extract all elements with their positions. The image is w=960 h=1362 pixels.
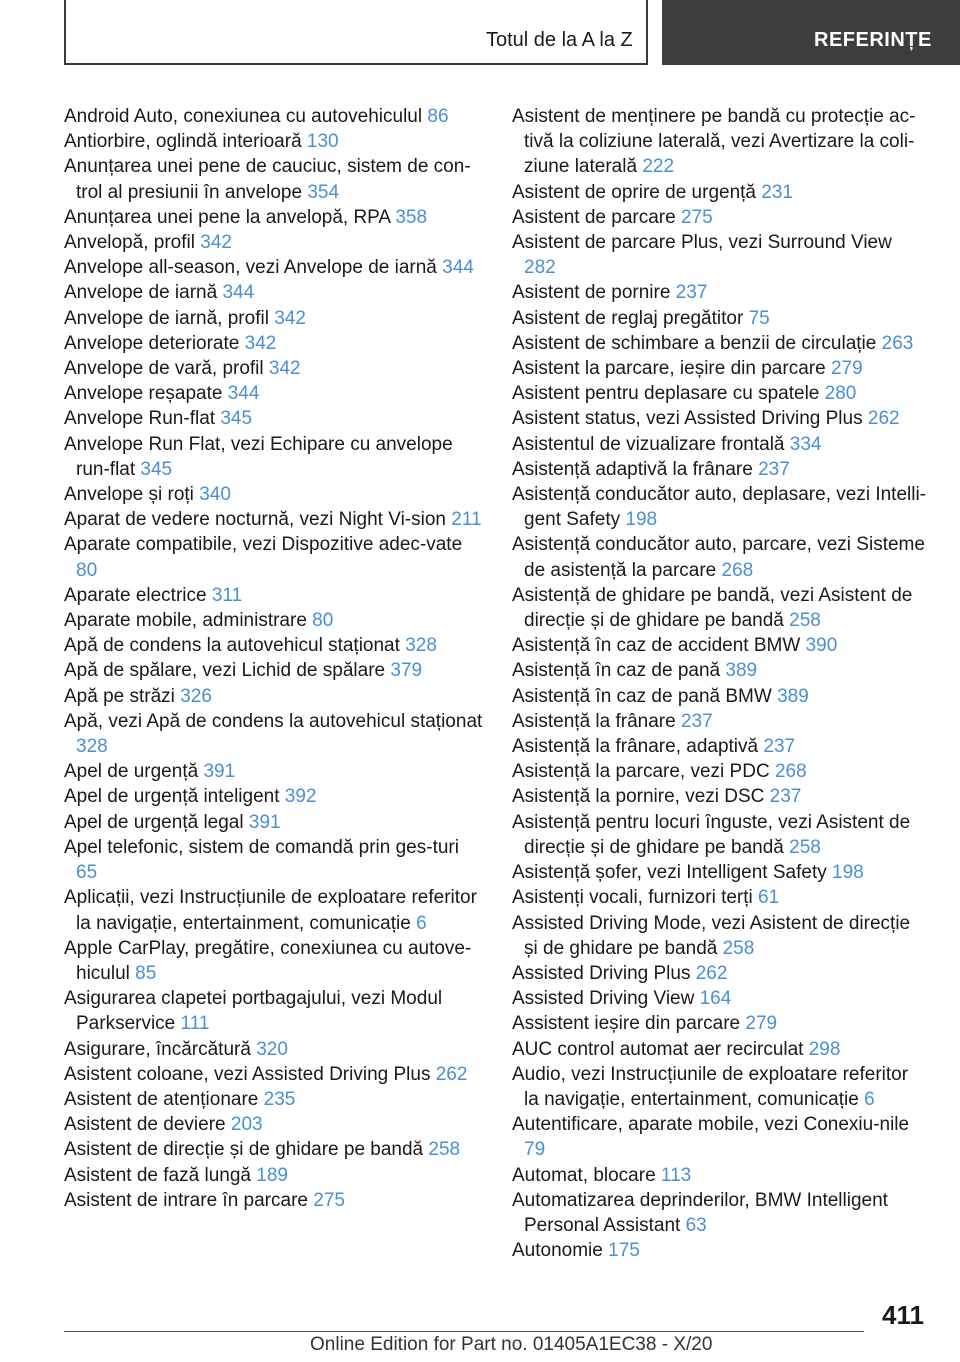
index-entry bbox=[512, 784, 928, 809]
page-link[interactable]: 211 bbox=[451, 509, 482, 531]
page-link[interactable]: 342 bbox=[274, 307, 306, 329]
page-link[interactable]: 391 bbox=[203, 761, 236, 783]
page-link[interactable]: 320 bbox=[256, 1038, 288, 1060]
index-entry bbox=[64, 280, 484, 305]
index-entry bbox=[64, 759, 484, 784]
entry-text: Apel de urgență bbox=[64, 761, 199, 783]
entry-text: Asistent de deviere bbox=[64, 1114, 226, 1136]
page-link[interactable]: 175 bbox=[608, 1240, 640, 1262]
index-entry bbox=[64, 129, 484, 154]
entry-text: Aparat de vedere nocturnă, vezi Night Vi-sion bbox=[64, 509, 446, 531]
page-link[interactable]: 262 bbox=[867, 408, 900, 430]
entry-text: Autonomie bbox=[512, 1240, 603, 1262]
page-number: 411 bbox=[882, 1300, 924, 1330]
entry-text: Apă, vezi Apă de condens la autovehicul staționat bbox=[64, 710, 483, 732]
index-entry bbox=[64, 432, 484, 482]
page-link[interactable]: 262 bbox=[695, 962, 728, 984]
entry-text: Asistent pentru deplasare cu spatele bbox=[512, 383, 820, 405]
index-entry bbox=[512, 1037, 928, 1062]
index-entry bbox=[64, 1137, 484, 1162]
page-link[interactable]: 130 bbox=[306, 131, 339, 153]
entry-text: Anvelope reșapate bbox=[64, 383, 223, 405]
index-entry bbox=[512, 658, 928, 683]
header-title: Totul de la A la Z bbox=[486, 29, 633, 51]
page-link[interactable]: 258 bbox=[428, 1139, 461, 1161]
entry-text: Asistență șofer, vezi Intelligent Safety bbox=[512, 862, 827, 884]
index-entry bbox=[64, 835, 484, 885]
entry-text: Asistent de oprire de urgență bbox=[512, 181, 756, 203]
index-entry bbox=[64, 1163, 484, 1188]
entry-text: Anvelope de iarnă, profil bbox=[64, 307, 269, 329]
page-link[interactable]: 237 bbox=[758, 458, 790, 480]
page-link[interactable]: 75 bbox=[748, 307, 770, 329]
index-entry bbox=[512, 331, 928, 356]
page-link[interactable]: 198 bbox=[625, 509, 658, 531]
index-entry bbox=[64, 810, 484, 835]
entry-text: Asistență în caz de accident BMW bbox=[512, 635, 801, 657]
entry-text: Anunțarea unei pene de cauciuc, sistem de con-trol al presiunii în anvelope bbox=[64, 156, 471, 203]
page-link[interactable]: 6 bbox=[864, 1088, 875, 1110]
index-entry bbox=[512, 810, 928, 860]
page-link[interactable]: 237 bbox=[675, 282, 708, 304]
entry-text: Asistență adaptivă la frânare bbox=[512, 458, 753, 480]
index-entry bbox=[512, 583, 928, 633]
page-link[interactable]: 113 bbox=[660, 1164, 692, 1186]
index-entry bbox=[512, 406, 928, 431]
page-link[interactable]: 86 bbox=[427, 106, 449, 127]
index-entry bbox=[64, 331, 484, 356]
entry-text: Asistență la frânare bbox=[512, 710, 676, 732]
page-link[interactable]: 298 bbox=[808, 1038, 841, 1060]
page-link[interactable]: 326 bbox=[180, 685, 212, 707]
page-link[interactable]: 342 bbox=[200, 232, 232, 254]
page-link[interactable]: 85 bbox=[135, 962, 157, 984]
entry-text: Apple CarPlay, pregătire, conexiunea cu autove-hiculul bbox=[64, 937, 472, 984]
entry-text: Aplicații, vezi Instrucțiunile de exploatare referitor la navigație, entertainment, comunicație bbox=[64, 887, 477, 934]
index-entry bbox=[512, 1238, 928, 1263]
entry-text: Asigurare, încărcătură bbox=[64, 1038, 251, 1060]
entry-text: Asistență la frânare, adaptivă bbox=[512, 736, 759, 758]
index-entry bbox=[512, 381, 928, 406]
index-entry bbox=[512, 180, 928, 205]
entry-text: Audio, vezi Instrucțiunile de exploatare referitor la navigație, entertainment, comunicație bbox=[512, 1063, 909, 1110]
index-entry bbox=[512, 306, 928, 331]
page-link[interactable]: 79 bbox=[524, 1139, 546, 1161]
entry-text: Asistent de parcare Plus, vezi Surround View bbox=[512, 232, 892, 254]
index-entry bbox=[512, 1011, 928, 1036]
index-entry bbox=[64, 1188, 484, 1213]
page-link[interactable]: 222 bbox=[642, 156, 675, 178]
index-entry bbox=[512, 457, 928, 482]
page-link[interactable]: 391 bbox=[248, 811, 281, 833]
index-entry bbox=[512, 986, 928, 1011]
header-underline bbox=[64, 63, 648, 65]
index-column-right bbox=[512, 104, 928, 1263]
entry-text: Asistență la pornire, vezi DSC bbox=[512, 786, 765, 808]
index-entry bbox=[64, 532, 484, 582]
entry-text: AUC control automat aer recirculat bbox=[512, 1038, 804, 1060]
index-entry bbox=[64, 784, 484, 809]
index-entry bbox=[64, 356, 484, 381]
page-link[interactable]: 275 bbox=[313, 1189, 345, 1211]
page-link[interactable]: 164 bbox=[699, 988, 732, 1010]
index-entry bbox=[512, 432, 928, 457]
entry-text: Assisted Driving Plus bbox=[512, 962, 691, 984]
page-link[interactable]: 80 bbox=[76, 559, 98, 581]
entry-text: Asistent de pornire bbox=[512, 282, 671, 304]
index-entry bbox=[512, 1112, 928, 1162]
entry-text: Anvelopă, profil bbox=[64, 232, 195, 254]
index-entry bbox=[512, 885, 928, 910]
page-link[interactable]: 237 bbox=[763, 736, 796, 758]
page-link[interactable]: 258 bbox=[789, 836, 821, 858]
index-entry bbox=[64, 205, 484, 230]
page-link[interactable]: 268 bbox=[774, 761, 807, 783]
page-link[interactable]: 390 bbox=[805, 635, 838, 657]
index-entry bbox=[512, 860, 928, 885]
entry-text: Aparate compatibile, vezi Dispozitive adec-vate bbox=[64, 534, 463, 556]
entry-text: Anvelope de iarnă bbox=[64, 282, 218, 304]
entry-text: Asistent de reglaj pregătitor bbox=[512, 307, 744, 329]
page-link[interactable]: 328 bbox=[405, 635, 437, 657]
entry-text: Apel de urgență inteligent bbox=[64, 786, 280, 808]
page-link[interactable]: 231 bbox=[761, 181, 793, 203]
page-link[interactable]: 389 bbox=[725, 660, 758, 682]
page-link[interactable]: 111 bbox=[180, 1013, 210, 1035]
page-link[interactable]: 328 bbox=[76, 736, 108, 758]
index-column-left bbox=[64, 104, 484, 1213]
index-entry bbox=[512, 1188, 928, 1238]
entry-text: Asistent de direcție și de ghidare pe bandă bbox=[64, 1139, 424, 1161]
page-link[interactable]: 344 bbox=[442, 257, 474, 279]
index-entry bbox=[512, 911, 928, 961]
index-entry bbox=[512, 230, 928, 280]
entry-text: Asistent de atenționare bbox=[64, 1088, 259, 1110]
entry-text: Automatizarea deprinderilor, BMW Intelligent Personal Assistant bbox=[512, 1189, 888, 1236]
page-link[interactable]: 279 bbox=[830, 358, 863, 380]
index-entry bbox=[64, 230, 484, 255]
entry-text: Asistent de intrare în parcare bbox=[64, 1189, 308, 1211]
index-entry bbox=[512, 205, 928, 230]
page-link[interactable]: 237 bbox=[680, 710, 713, 732]
page-link[interactable]: 340 bbox=[199, 484, 231, 506]
index-entry bbox=[512, 1163, 928, 1188]
entry-text: Autentificare, aparate mobile, vezi Conexiu-nile bbox=[512, 1114, 910, 1136]
page-link[interactable]: 235 bbox=[263, 1088, 296, 1110]
header-right-border bbox=[646, 0, 648, 65]
page-link[interactable]: 344 bbox=[227, 383, 260, 405]
index-entry bbox=[512, 633, 928, 658]
entry-text: Apel de urgență legal bbox=[64, 811, 244, 833]
index-entry bbox=[512, 759, 928, 784]
entry-text: Anvelope all-season, vezi Anvelope de iarnă bbox=[64, 257, 437, 279]
index-entry bbox=[64, 583, 484, 608]
entry-text: Asistent la parcare, ieșire din parcare bbox=[512, 358, 826, 380]
entry-text: Antiorbire, oglindă interioară bbox=[64, 131, 302, 153]
footer-divider bbox=[64, 1331, 864, 1332]
entry-text: Apel telefonic, sistem de comandă prin ges-turi bbox=[64, 836, 459, 858]
entry-text: Anunțarea unei pene la anvelopă, RPA bbox=[64, 206, 391, 228]
page-link[interactable]: 311 bbox=[211, 584, 243, 606]
entry-text: Anvelope deteriorate bbox=[64, 332, 240, 354]
index-entry bbox=[512, 709, 928, 734]
page-link[interactable]: 342 bbox=[244, 332, 277, 354]
entry-text: Asistență în caz de pană BMW bbox=[512, 685, 772, 707]
entry-text: Apă de condens la autovehicul staționat bbox=[64, 635, 400, 657]
index-entry bbox=[64, 1037, 484, 1062]
entry-text: Apă pe străzi bbox=[64, 685, 175, 707]
entry-text: Asistenți vocali, furnizori terți bbox=[512, 887, 753, 909]
index-entry bbox=[64, 482, 484, 507]
entry-text: Anvelope și roți bbox=[64, 484, 194, 506]
index-entry bbox=[64, 104, 484, 129]
index-entry bbox=[64, 255, 484, 280]
index-entry bbox=[64, 1062, 484, 1087]
entry-text: Assisted Driving View bbox=[512, 988, 695, 1010]
page-link[interactable]: 282 bbox=[524, 257, 556, 279]
entry-text: Asistent de menținere pe bandă cu protecție ac-tivă la coliziune laterală, vezi Avertizare la coli-ziune laterală bbox=[512, 106, 916, 178]
index-entry bbox=[512, 280, 928, 305]
page-link[interactable]: 189 bbox=[256, 1164, 288, 1186]
page-link[interactable]: 63 bbox=[685, 1214, 707, 1236]
index-entry bbox=[512, 1062, 928, 1112]
entry-text: Asistent de parcare bbox=[512, 206, 676, 228]
page-link[interactable]: 258 bbox=[789, 610, 821, 632]
index-entry bbox=[64, 709, 484, 759]
entry-text: Asistentul de vizualizare frontală bbox=[512, 433, 785, 455]
page-link[interactable]: 198 bbox=[832, 862, 864, 884]
page-link[interactable]: 262 bbox=[435, 1063, 468, 1085]
page-link[interactable]: 263 bbox=[881, 332, 914, 354]
section-tab-label: REFERINȚE bbox=[814, 29, 932, 51]
entry-text: Assisted Driving Mode, vezi Asistent de direcție și de ghidare pe bandă bbox=[512, 912, 911, 959]
index-entry bbox=[64, 306, 484, 331]
entry-text: Asistență pentru locuri înguste, vezi Asistent de direcție și de ghidare pe bandă bbox=[512, 811, 911, 858]
index-entry bbox=[64, 406, 484, 431]
entry-text: Aparate mobile, administrare bbox=[64, 610, 307, 632]
entry-text: Anvelope de vară, profil bbox=[64, 358, 264, 380]
entry-text: Aparate electrice bbox=[64, 584, 207, 606]
page-link[interactable]: 342 bbox=[268, 358, 301, 380]
index-entry bbox=[512, 356, 928, 381]
entry-text: Asistent de schimbare a benzii de circulație bbox=[512, 332, 877, 354]
page-link[interactable]: 334 bbox=[789, 433, 822, 455]
index-entry bbox=[512, 961, 928, 986]
page-link[interactable]: 268 bbox=[721, 559, 754, 581]
page-link[interactable]: 345 bbox=[140, 458, 173, 480]
entry-text: Asigurarea clapetei portbagajului, vezi Modul Parkservice bbox=[64, 988, 443, 1035]
index-entry bbox=[64, 381, 484, 406]
entry-text: Android Auto, conexiunea cu autovehiculul bbox=[64, 106, 423, 127]
page-link[interactable]: 237 bbox=[769, 786, 802, 808]
index-entry bbox=[512, 104, 928, 180]
page-link[interactable]: 354 bbox=[307, 181, 340, 203]
entry-text: Anvelope Run-flat bbox=[64, 408, 216, 430]
section-tab bbox=[662, 0, 960, 65]
entry-text: Asistență în caz de pană bbox=[512, 660, 721, 682]
index-entry bbox=[64, 633, 484, 658]
page-link[interactable]: 389 bbox=[777, 685, 809, 707]
index-entry bbox=[512, 734, 928, 759]
index-entry bbox=[64, 608, 484, 633]
index-entry bbox=[64, 986, 484, 1036]
page-link[interactable]: 6 bbox=[416, 912, 427, 934]
page-link[interactable]: 258 bbox=[722, 937, 755, 959]
page-link[interactable]: 61 bbox=[758, 887, 780, 909]
index-entry bbox=[64, 885, 484, 935]
entry-text: Asistent de fază lungă bbox=[64, 1164, 251, 1186]
page-link[interactable]: 279 bbox=[745, 1013, 778, 1035]
entry-text: Asistență la parcare, vezi PDC bbox=[512, 761, 770, 783]
entry-text: Automat, blocare bbox=[512, 1164, 656, 1186]
entry-text: Asistență conducător auto, deplasare, vezi Intelli-gent Safety bbox=[512, 484, 927, 531]
index-entry bbox=[64, 936, 484, 986]
page-link[interactable]: 203 bbox=[230, 1114, 263, 1136]
page-link[interactable]: 80 bbox=[312, 610, 334, 632]
header-left-border bbox=[64, 0, 66, 65]
index-entry bbox=[64, 1087, 484, 1112]
entry-text: Asistent coloane, vezi Assisted Driving Plus bbox=[64, 1063, 431, 1085]
index-entry bbox=[64, 1112, 484, 1137]
page-link[interactable]: 392 bbox=[284, 786, 317, 808]
entry-text: Apă de spălare, vezi Lichid de spălare bbox=[64, 660, 386, 682]
index-entry bbox=[64, 658, 484, 683]
page-link[interactable]: 358 bbox=[395, 206, 428, 228]
page-link[interactable]: 280 bbox=[824, 383, 857, 405]
page-link[interactable]: 65 bbox=[76, 862, 98, 884]
entry-text: Asistență de ghidare pe bandă, vezi Asistent de direcție și de ghidare pe bandă bbox=[512, 584, 913, 632]
entry-text: Anvelope Run Flat, vezi Echipare cu anvelope run-flat bbox=[64, 433, 453, 480]
page-link[interactable]: 344 bbox=[222, 282, 255, 304]
entry-text: Asistent status, vezi Assisted Driving Plus bbox=[512, 408, 863, 430]
index-entry bbox=[512, 532, 928, 582]
entry-text: Assistent ieșire din parcare bbox=[512, 1013, 741, 1035]
edition-footer: Online Edition for Part no. 01405A1EC38 - X/20 bbox=[310, 1334, 713, 1355]
index-entry bbox=[64, 684, 484, 709]
page-link[interactable]: 275 bbox=[680, 206, 713, 228]
page-link[interactable]: 345 bbox=[220, 408, 253, 430]
page-link[interactable]: 379 bbox=[390, 660, 423, 682]
index-entry bbox=[64, 154, 484, 204]
index-entry bbox=[512, 482, 928, 532]
entry-text: Asistență conducător auto, parcare, vezi Sisteme de asistență la parcare bbox=[512, 534, 925, 581]
index-entry bbox=[512, 684, 928, 709]
index-entry bbox=[64, 507, 484, 532]
